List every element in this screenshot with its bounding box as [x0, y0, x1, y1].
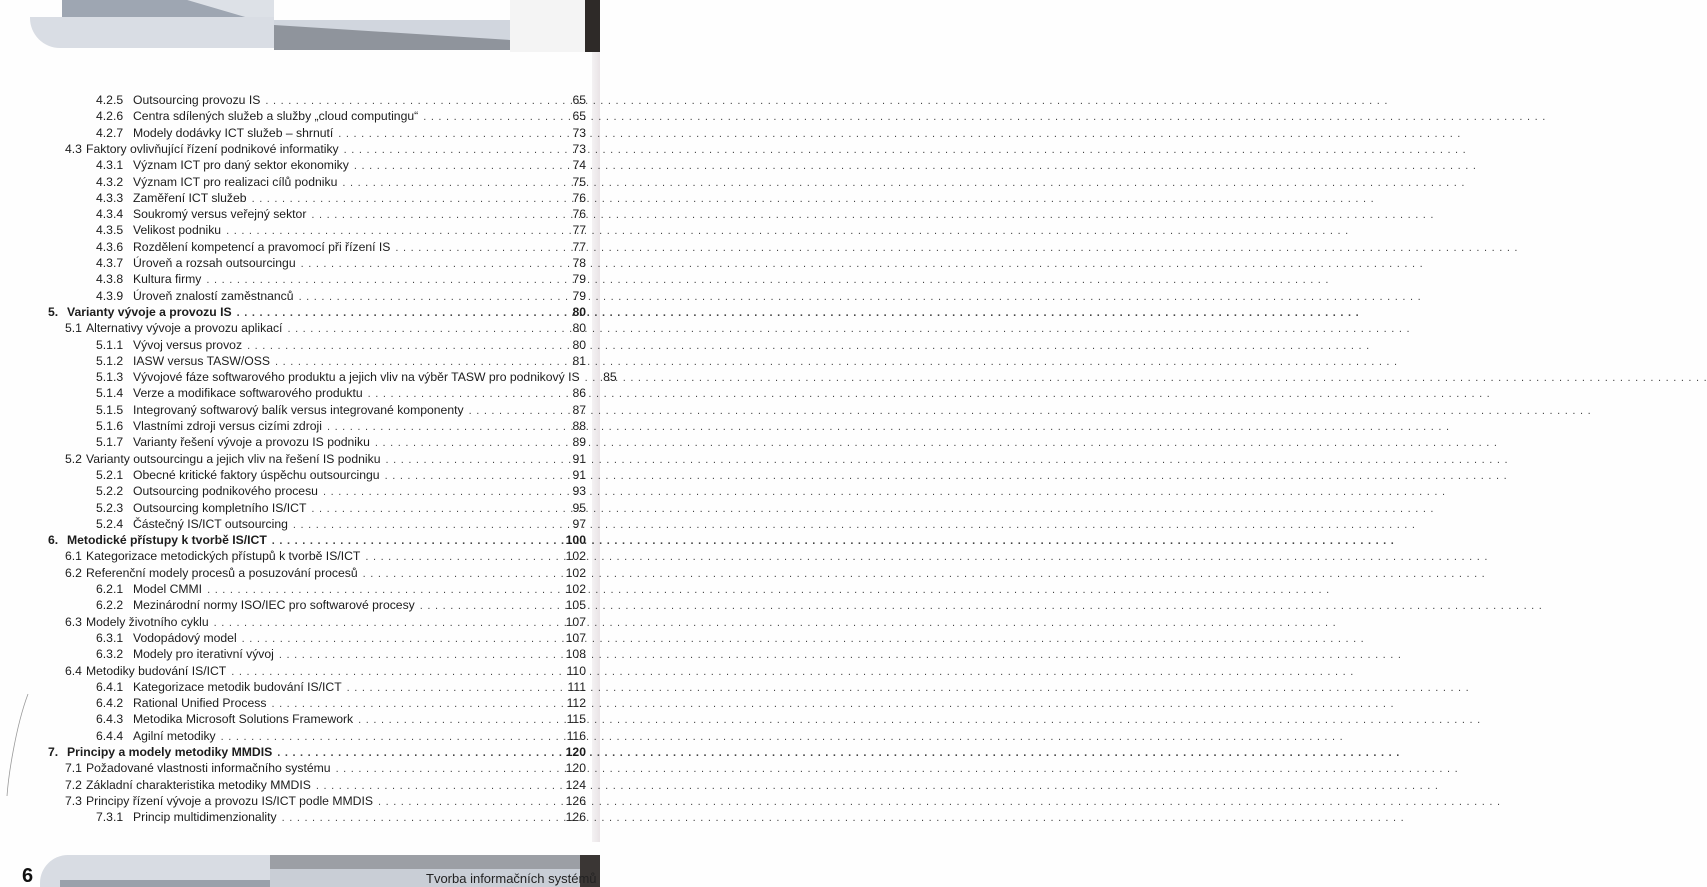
toc-entry-page-number: 80 — [572, 321, 586, 336]
toc-section-entry[interactable] — [65, 547, 586, 565]
toc-subsection-entry[interactable] — [96, 417, 586, 435]
toc-section-entry[interactable] — [65, 662, 586, 680]
toc-entry-page-number: 126 — [565, 793, 586, 808]
toc-chapter-entry[interactable] — [48, 531, 586, 549]
toc-entry-number: 6.3.1 — [96, 630, 124, 645]
toc-entry-page-number: 65 — [572, 93, 586, 107]
toc-entry-number: 4.2.7 — [96, 125, 124, 140]
toc-subsection-entry[interactable] — [96, 678, 586, 696]
toc-entry-page-number: 74 — [572, 158, 586, 173]
banner-stripe — [30, 17, 274, 48]
toc-section-entry[interactable] — [65, 319, 586, 337]
toc-section-entry[interactable] — [65, 450, 586, 468]
table-of-contents — [0, 91, 617, 841]
toc-subsection-entry[interactable] — [96, 596, 586, 614]
toc-entry-title: Kategorizace metodik budování IS/ICT — [133, 679, 342, 694]
page-number: 6 — [22, 865, 34, 887]
toc-entry-page-number: 80 — [572, 304, 586, 319]
toc-entry-number: 6.4.3 — [96, 712, 124, 727]
toc-entry-title: Alternativy vývoje a provozu aplikací — [86, 321, 283, 336]
toc-entry-number: 5.1 — [65, 321, 82, 336]
toc-entry-page-number: 102 — [565, 582, 586, 596]
toc-entry-title: Varianty řešení vývoje a provozu IS podniku — [133, 435, 370, 450]
toc-entry-number: 5. — [48, 304, 59, 319]
toc-entry-title: Referenční modely procesů a posuzování procesů — [86, 565, 358, 580]
toc-subsection-entry[interactable] — [96, 808, 586, 826]
toc-entry-number: 5.2.4 — [96, 516, 124, 531]
toc-subsection-entry[interactable] — [96, 205, 586, 223]
toc-entry-title: Vodopádový model — [133, 630, 237, 645]
toc-subsection-entry[interactable] — [96, 401, 586, 419]
toc-entry-number: 4.3.1 — [96, 158, 124, 173]
toc-entry-number: 6.2 — [65, 565, 82, 580]
toc-entry-page-number: 79 — [572, 288, 586, 303]
toc-entry-title: Rozdělení kompetencí a pravomocí při řízení IS — [133, 239, 391, 254]
toc-subsection-entry[interactable] — [96, 156, 586, 174]
toc-entry-number: 6.4.2 — [96, 696, 124, 711]
toc-entry-number: 5.1.1 — [96, 337, 124, 352]
toc-entry-title: Význam ICT pro daný sektor ekonomiky — [133, 158, 349, 173]
toc-subsection-entry[interactable] — [96, 482, 586, 500]
toc-entry-page-number: 76 — [572, 190, 586, 205]
toc-entry-number: 5.2.1 — [96, 467, 124, 482]
toc-entry-number: 4.3.2 — [96, 174, 124, 189]
toc-entry-page-number: 73 — [572, 125, 586, 140]
toc-entry-number: 5.2.3 — [96, 500, 124, 515]
toc-entry-number: 4.3.6 — [96, 239, 124, 254]
toc-entry-number: 6.4.4 — [96, 728, 124, 743]
toc-entry-page-number: 80 — [572, 337, 586, 352]
toc-entry-title: Vlastními zdroji versus cizími zdroji — [133, 419, 322, 433]
toc-entry-page-number: 73 — [572, 141, 586, 156]
toc-entry-title: Modely životního cyklu — [86, 614, 209, 629]
toc-entry-number: 5.1.6 — [96, 419, 124, 433]
toc-section-entry[interactable] — [65, 564, 586, 582]
toc-entry-title: Integrovaný softwarový balík versus integrované komponenty — [133, 402, 464, 417]
toc-entry-title: Zaměření ICT služeb — [133, 190, 247, 205]
toc-entry-title: Základní charakteristika metodiky MMDIS — [86, 777, 311, 792]
toc-subsection-entry[interactable] — [96, 645, 586, 663]
toc-entry-page-number: 115 — [566, 712, 586, 727]
toc-entry-number: 6.2.2 — [96, 598, 124, 613]
toc-entry-title: Princip multidimenzionality — [133, 810, 277, 825]
toc-subsection-entry[interactable] — [96, 107, 586, 125]
toc-section-entry[interactable] — [65, 776, 586, 794]
toc-subsection-entry[interactable] — [96, 727, 586, 745]
toc-subsection-entry[interactable] — [96, 499, 586, 517]
toc-entry-title: Principy řízení vývoje a provozu IS/ICT podle MMDIS — [86, 793, 373, 808]
toc-entry-title: Kategorizace metodických přístupů k tvorbě IS/ICT — [86, 549, 361, 564]
toc-entry-page-number: 120 — [565, 761, 586, 776]
banner-stripe — [60, 880, 270, 887]
toc-entry-page-number: 100 — [565, 533, 586, 548]
toc-entry-number: 4.3.5 — [96, 223, 124, 238]
toc-entry-page-number: 86 — [572, 386, 586, 401]
toc-entry-number: 6.3.2 — [96, 647, 124, 662]
toc-entry-page-number: 126 — [565, 810, 586, 825]
toc-entry-title: Verze a modifikace softwarového produktu — [133, 386, 363, 401]
toc-entry-page-number: 105 — [565, 598, 586, 613]
toc-subsection-entry[interactable] — [96, 91, 586, 109]
toc-chapter-entry[interactable] — [48, 303, 586, 321]
toc-entry-number: 6.1 — [65, 549, 82, 564]
toc-entry-page-number: 81 — [572, 353, 586, 368]
toc-subsection-entry[interactable] — [96, 384, 586, 402]
toc-entry-page-number: 107 — [565, 630, 586, 645]
toc-entry-title: Velikost podniku — [133, 223, 222, 238]
toc-entry-number: 7.3 — [65, 793, 82, 808]
toc-entry-title: Modely dodávky ICT služeb – shrnutí — [133, 125, 334, 140]
toc-entry-title: Kultura firmy — [133, 272, 202, 287]
toc-entry-number: 5.2.2 — [96, 484, 124, 499]
toc-subsection-entry[interactable] — [96, 466, 586, 484]
toc-subsection-entry[interactable] — [96, 238, 586, 256]
toc-entry-title: IASW versus TASW/OSS — [133, 353, 271, 368]
toc-entry-title: Model CMMI — [133, 582, 203, 596]
toc-entry-page-number: 65 — [572, 109, 586, 124]
toc-entry-page-number: 79 — [572, 272, 586, 287]
toc-subsection-entry[interactable] — [96, 694, 586, 712]
toc-entry-page-number: 108 — [565, 647, 586, 662]
toc-entry-page-number: 77 — [572, 239, 586, 254]
toc-subsection-entry[interactable] — [96, 270, 586, 288]
toc-entry-title: Metodika Microsoft Solutions Framework — [133, 712, 354, 727]
toc-entry-title: Outsourcing kompletního IS/ICT — [133, 500, 307, 515]
toc-entry-number: 4.3 — [65, 141, 82, 156]
toc-entry-title: Význam ICT pro realizaci cílů podniku — [133, 174, 338, 189]
toc-subsection-entry[interactable] — [96, 710, 586, 728]
toc-entry-title: Úroveň a rozsah outsourcingu — [133, 256, 296, 270]
toc-entry-page-number: 120 — [565, 745, 586, 759]
toc-subsection-entry[interactable] — [96, 336, 586, 354]
toc-subsection-entry[interactable] — [96, 368, 617, 386]
toc-entry-title: Rational Unified Process — [133, 696, 267, 711]
toc-entry-page-number: 112 — [566, 696, 586, 711]
toc-entry-page-number: 76 — [572, 207, 586, 222]
toc-entry-number: 5.1.4 — [96, 386, 124, 401]
toc-chapter-entry[interactable] — [48, 743, 586, 761]
toc-entry-title: Principy a modely metodiky MMDIS — [67, 745, 273, 759]
dot-leader — [282, 809, 562, 827]
toc-entry-number: 5.1.2 — [96, 353, 124, 368]
toc-entry-title: Požadované vlastnosti informačního systému — [86, 761, 331, 776]
toc-entry-page-number: 97 — [572, 516, 586, 531]
toc-entry-page-number: 110 — [566, 663, 586, 678]
toc-subsection-entry[interactable] — [96, 189, 586, 207]
toc-entry-number: 7.3.1 — [96, 810, 124, 825]
toc-entry-number: 4.3.9 — [96, 288, 124, 303]
toc-entry-number: 6. — [48, 533, 59, 548]
toc-subsection-entry[interactable] — [96, 124, 586, 142]
toc-entry-page-number: 124 — [565, 777, 586, 792]
toc-section-entry[interactable] — [65, 759, 586, 777]
toc-entry-number: 4.2.5 — [96, 93, 124, 107]
running-footer-title: Tvorba informačních systémů — [426, 871, 597, 886]
toc-entry-number: 4.3.8 — [96, 272, 124, 287]
toc-entry-page-number: 102 — [565, 549, 586, 564]
toc-entry-page-number: 116 — [566, 728, 586, 743]
toc-entry-title: Metodické přístupy k tvorbě IS/ICT — [67, 533, 267, 548]
toc-entry-number: 5.2 — [65, 451, 82, 466]
toc-entry-page-number: 111 — [567, 679, 586, 694]
toc-entry-number: 7.1 — [65, 761, 82, 776]
toc-entry-number: 4.3.3 — [96, 190, 124, 205]
toc-entry-page-number: 87 — [572, 402, 586, 417]
toc-entry-page-number: 89 — [572, 435, 586, 450]
toc-subsection-entry[interactable] — [96, 515, 586, 533]
toc-entry-title: Soukromý versus veřejný sektor — [133, 207, 307, 222]
toc-entry-page-number: 88 — [572, 419, 586, 433]
toc-subsection-entry[interactable] — [96, 254, 586, 272]
toc-entry-number: 4.2.6 — [96, 109, 124, 124]
toc-entry-page-number: 93 — [572, 484, 586, 499]
toc-section-entry[interactable] — [65, 613, 586, 631]
toc-entry-number: 5.1.3 — [96, 370, 124, 385]
toc-subsection-entry[interactable] — [96, 352, 586, 370]
toc-entry-number: 4.3.7 — [96, 256, 124, 270]
toc-entry-number: 5.1.7 — [96, 435, 124, 450]
page-edge-shadow — [585, 0, 600, 52]
toc-entry-title: Obecné kritické faktory úspěchu outsourcingu — [133, 467, 380, 482]
toc-entry-number: 5.1.5 — [96, 402, 124, 417]
toc-entry-page-number: 85 — [603, 370, 617, 385]
toc-entry-title: Mezinárodní normy ISO/IEC pro softwarové procesy — [133, 598, 415, 613]
toc-entry-page-number: 75 — [572, 174, 586, 189]
toc-section-entry[interactable] — [65, 140, 586, 158]
toc-section-entry[interactable] — [65, 792, 586, 810]
toc-entry-page-number: 95 — [572, 500, 586, 515]
toc-entry-page-number: 78 — [572, 256, 586, 270]
toc-entry-page-number: 91 — [572, 467, 586, 482]
toc-subsection-entry[interactable] — [96, 173, 586, 191]
toc-entry-title: Agilní metodiky — [133, 728, 216, 743]
toc-entry-title: Vývojové fáze softwarového produktu a jejich vliv na výběr TASW pro podnikový IS — [133, 370, 580, 385]
toc-entry-title: Outsourcing provozu IS — [133, 93, 261, 107]
banner-stripe — [270, 855, 580, 869]
toc-entry-title: Částečný IS/ICT outsourcing — [133, 516, 288, 531]
toc-entry-title: Modely pro iterativní vývoj — [133, 647, 274, 662]
toc-entry-title: Varianty outsourcingu a jejich vliv na řešení IS podniku — [86, 451, 381, 466]
toc-entry-number: 6.4 — [65, 663, 82, 678]
toc-subsection-entry[interactable] — [96, 221, 586, 239]
toc-entry-title: Úroveň znalostí zaměstnanců — [133, 288, 294, 303]
toc-entry-page-number: 91 — [572, 451, 586, 466]
toc-entry-page-number: 102 — [565, 565, 586, 580]
toc-entry-title: Faktory ovlivňující řízení podnikové informatiky — [86, 141, 339, 156]
toc-entry-title: Metodiky budování IS/ICT — [86, 663, 227, 678]
toc-subsection-entry[interactable] — [96, 287, 586, 305]
toc-subsection-entry[interactable] — [96, 580, 586, 598]
toc-entry-number: 7. — [48, 745, 59, 759]
toc-entry-number: 6.4.1 — [96, 679, 124, 694]
toc-entry-title: Varianty vývoje a provozu IS — [67, 304, 232, 319]
toc-entry-number: 4.3.4 — [96, 207, 124, 222]
toc-entry-number: 6.2.1 — [96, 582, 124, 596]
toc-entry-page-number: 107 — [565, 614, 586, 629]
toc-entry-title: Vývoj versus provoz — [133, 337, 243, 352]
toc-entry-title: Outsourcing podnikového procesu — [133, 484, 318, 499]
toc-entry-number: 7.2 — [65, 777, 82, 792]
toc-entry-title: Centra sdílených služeb a služby „cloud computingu“ — [133, 109, 419, 124]
toc-subsection-entry[interactable] — [96, 433, 586, 451]
toc-entry-number: 6.3 — [65, 614, 82, 629]
toc-subsection-entry[interactable] — [96, 629, 586, 647]
header-decorative-banner — [0, 0, 600, 52]
toc-entry-page-number: 77 — [572, 223, 586, 238]
